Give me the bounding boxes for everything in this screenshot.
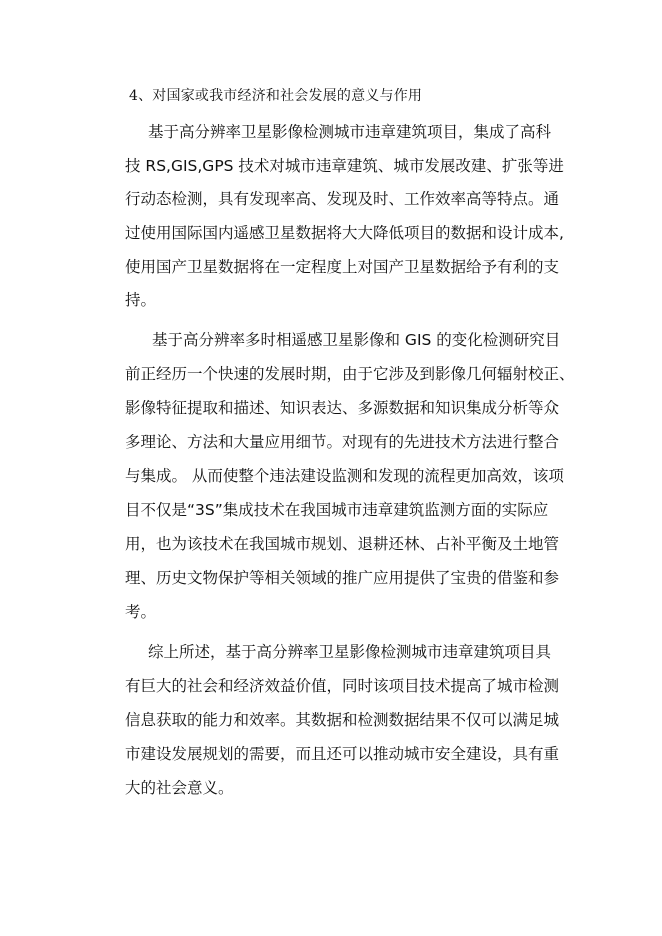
paragraph-1-line-1: 基于高分辨率卫星影像检测城市违章建筑项目，集成了高科 bbox=[148, 123, 552, 141]
paragraph-2-line-1: 基于高分辨率多时相遥感卫星影像和 GIS 的变化检测研究目 bbox=[152, 331, 561, 349]
paragraph-2-line-9: 考。 bbox=[125, 603, 157, 621]
paragraph-1-line-3: 行动态检测，具有发现率高、发现及时、工作效率高等特点。通 bbox=[125, 190, 560, 208]
paragraph-3-line-5: 大的社会意义。 bbox=[125, 779, 234, 797]
paragraph-3-line-1: 综上所述，基于高分辨率卫星影像检测城市违章建筑项目具 bbox=[148, 643, 552, 661]
paragraph-1-line-6: 持。 bbox=[125, 291, 157, 309]
paragraph-2-line-3: 影像特征提取和描述、知识表达、多源数据和知识集成分析等众 bbox=[125, 399, 560, 417]
paragraph-1-line-4: 过使用国际国内遥感卫星数据将大大降低项目的数据和设计成本, bbox=[125, 224, 564, 242]
paragraph-3-line-4: 市建设发展规划的需要，而且还可以推动城市安全建设，具有重 bbox=[125, 745, 560, 763]
paragraph-2-line-4: 多理论、方法和大量应用细节。对现有的先进技术方法进行整合 bbox=[125, 433, 560, 451]
paragraph-2-line-2: 前正经历一个快速的发展时期，由于它涉及到影像几何辐射校正、 bbox=[125, 365, 575, 383]
paragraph-2-line-6: 目不仅是“3S”集成技术在我国城市违章建筑监测方面的实际应 bbox=[125, 501, 549, 519]
paragraph-2-line-7: 用，也为该技术在我国城市规划、退耕还林、占补平衡及土地管 bbox=[125, 535, 560, 553]
paragraph-3-line-2: 有巨大的社会和经济效益价值，同时该项目技术提高了城市检测 bbox=[125, 677, 560, 695]
paragraph-3-line-3: 信息获取的能力和效率。其数据和检测数据结果不仅可以满足城 bbox=[125, 711, 560, 729]
paragraph-2-line-5: 与集成。 从而使整个违法建设监测和发现的流程更加高效，该项 bbox=[125, 467, 564, 485]
section-heading: 4、对国家或我市经济和社会发展的意义与作用 bbox=[129, 88, 423, 104]
paragraph-2-line-8: 理、历史文物保护等相关领域的推广应用提供了宝贵的借鉴和参 bbox=[125, 569, 560, 587]
paragraph-1-line-5: 使用国产卫星数据将在一定程度上对国产卫星数据给予有利的支 bbox=[125, 258, 560, 276]
paragraph-1-line-2: 技 RS,GIS,GPS 技术对城市违章建筑、城市发展改建、扩张等进 bbox=[125, 157, 564, 175]
